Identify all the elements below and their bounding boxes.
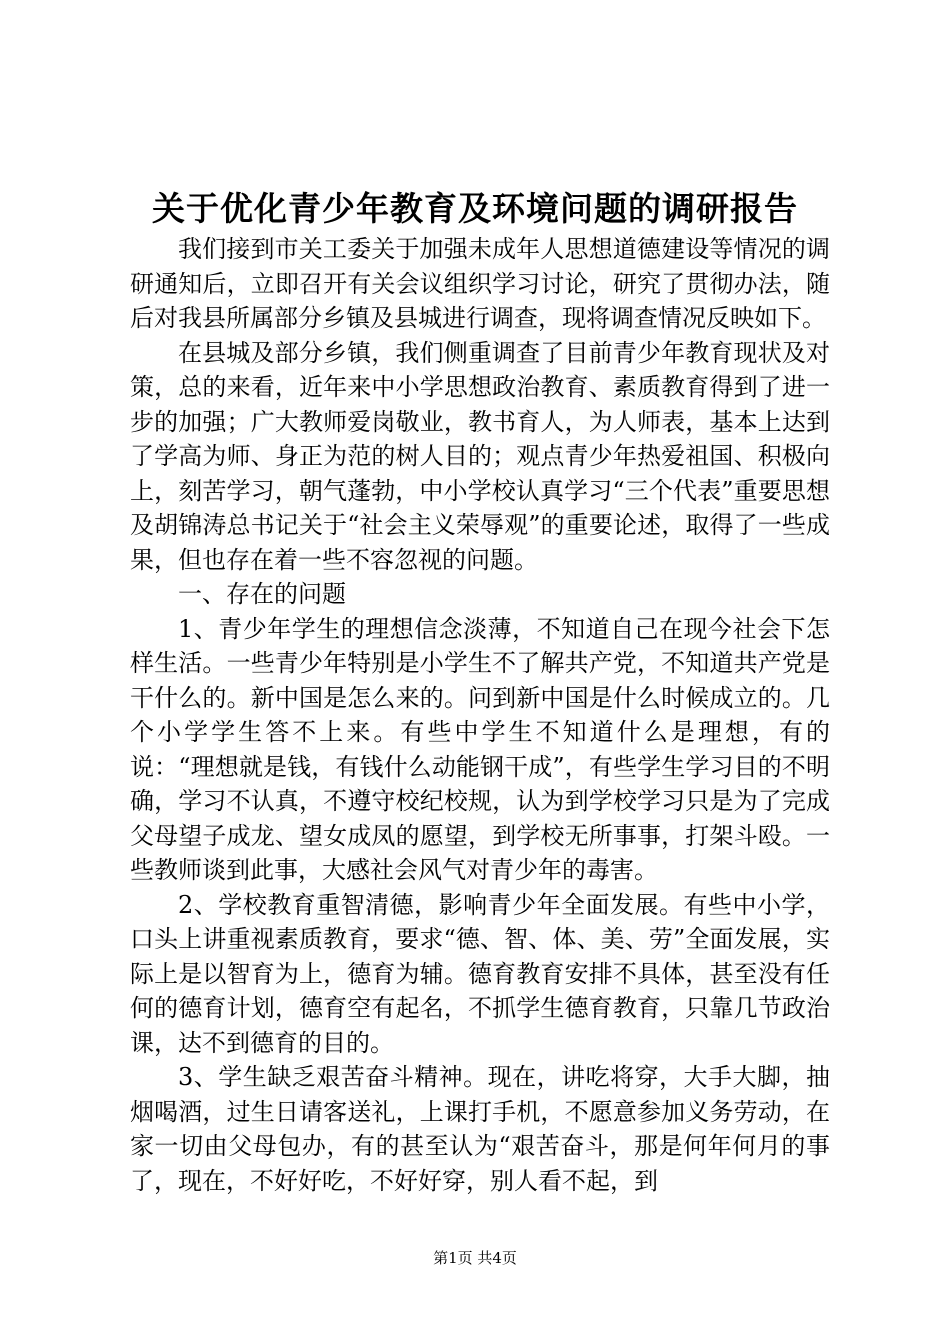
paragraph-issue-3: 3、学生缺乏艰苦奋斗精神。现在，讲吃将穿，大手大脚，抽烟喝酒，过生日请客送礼，上课打手机，不愿意参加义务劳动，在家一切由父母包办，有的甚至认为“艰苦奋斗，那是何年何月的事了，现在，不好好吃，不好好穿，别人看不起，到 — [130, 1063, 830, 1195]
document-body — [130, 232, 830, 1198]
section-heading: 一、存在的问题 — [178, 580, 346, 608]
page-number: 第1页 共4页 — [433, 1249, 517, 1267]
paragraph-overview: 在县城及部分乡镇，我们侧重调查了目前青少年教育现状及对策，总的来看，近年来中小学思想政治教育、素质教育得到了进一步的加强；广大教师爱岗敬业，教书育人，为人师表，基本上达到了学高为师、身正为范的树人目的；观点青少年热爱祖国、积极向上，刻苦学习，朝气蓬勃，中小学校认真学习“三个代表”重要思想及胡锦涛总书记关于“社会主义荣辱观”的重要论述，取得了一些成果，但也存在着一些不容忽视的问题。 — [130, 338, 830, 574]
paragraph-issue-2: 2、学校教育重智清德，影响青少年全面发展。有些中小学，口头上讲重视素质教育，要求“德、智、体、美、劳”全面发展，实际上是以智育为上，德育为辅。德育教育安排不具体，甚至没有任何的德育计划，德育空有起名，不抓学生德育教育，只靠几节政治课，达不到德育的目的。 — [130, 890, 830, 1057]
document-title: 关于优化青少年教育及环境问题的调研报告 — [152, 189, 798, 228]
paragraph-issue-1: 1、青少年学生的理想信念淡薄，不知道自己在现今社会下怎样生活。一些青少年特别是小学生不了解共产党，不知道共产党是干什么的。新中国是怎么来的。问到新中国是什么时候成立的。几个小学学生答不上来。有些中学生不知道什么是理想，有的说：“理想就是钱，有钱什么动能钢干成”，有些学生学习目的不明确，学习不认真，不遵守校纪校规，认为到学校学习只是为了完成父母望子成龙、望女成凤的愿望，到学校无所事事，打架斗殴。一些教师谈到此事，大感社会风气对青少年的毒害。 — [130, 614, 830, 884]
paragraph-intro: 我们接到市关工委关于加强未成年人思想道德建设等情况的调研通知后，立即召开有关会议组织学习讨论，研究了贯彻办法，随后对我县所属部分乡镇及县城进行调查，现将调查情况反映如下。 — [130, 235, 830, 332]
